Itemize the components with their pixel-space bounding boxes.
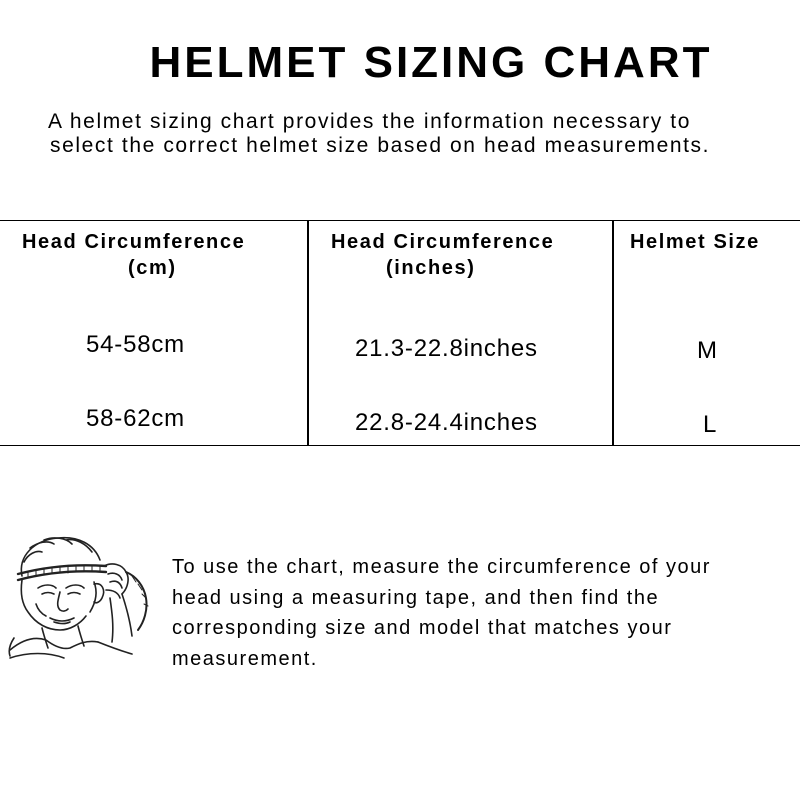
row-1-inches: 21.3-22.8inches [355, 335, 538, 362]
row-2-inches: 22.8-24.4inches [355, 409, 538, 436]
header-cm-line-1: Head Circumference [22, 231, 246, 253]
intro-line-1: A helmet sizing chart provides the information necessary to [48, 110, 692, 133]
header-cm-line-2: (cm) [128, 257, 177, 279]
usage-line-2: head using a measuring tape, and then find the [172, 586, 660, 609]
size-table [0, 220, 800, 446]
usage-instructions [172, 552, 797, 674]
header-inches-line-1: Head Circumference [331, 231, 555, 253]
usage-line-4: measurement. [172, 647, 318, 670]
row-2-cm: 58-62cm [86, 405, 185, 432]
intro-line-2: select the correct helmet size based on head measurements. [50, 134, 711, 157]
row-2-size: L [703, 411, 718, 438]
header-inches-line-2: (inches) [386, 257, 476, 279]
page-title: HELMET SIZING CHART [149, 38, 713, 87]
usage-line-3: corresponding size and model that matches your [172, 617, 673, 639]
table-divider-1 [307, 221, 309, 445]
usage-line-1: To use the chart, measure the circumference of your [172, 556, 711, 578]
row-1-cm: 54-58cm [86, 331, 185, 358]
man-measuring-head-illustration-icon [8, 532, 160, 662]
row-1-size: M [697, 337, 718, 364]
table-divider-2 [612, 221, 614, 445]
header-size: Helmet Size [630, 231, 760, 253]
intro-paragraph [48, 110, 788, 158]
